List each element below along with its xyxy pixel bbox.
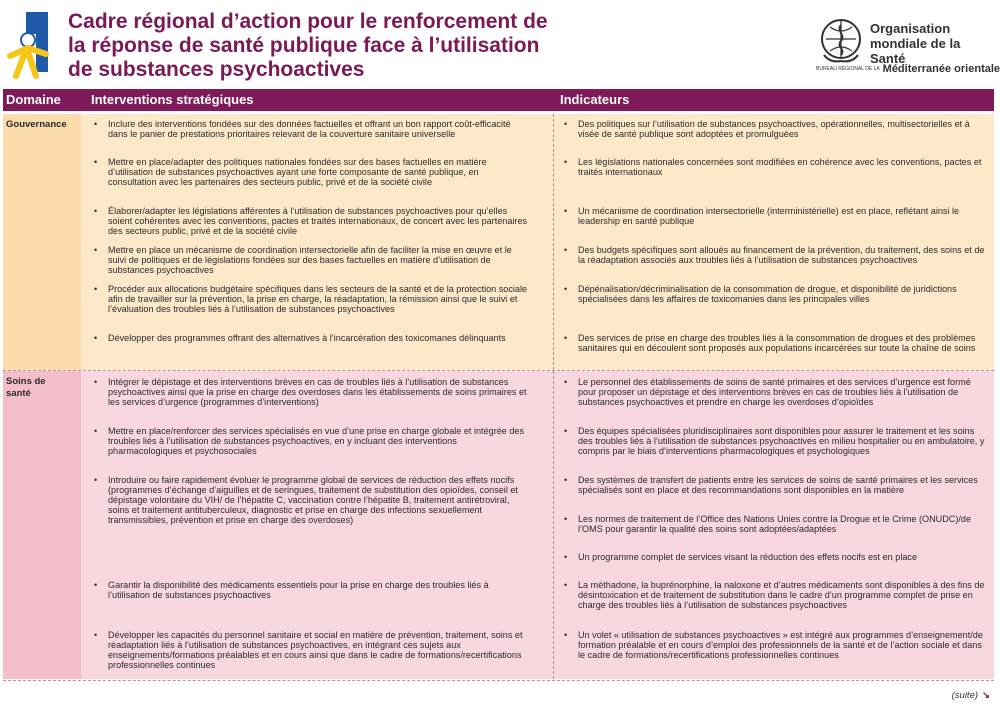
indicator-item: • Des budgets spécifiques sont alloués au financement de la prévention, du traitement, des soins et de la réadaptation associés aux troubles liés à l’utilisation de substances psychoactives	[578, 245, 986, 265]
who-bureau-big: Méditerranée orientale	[882, 63, 1000, 75]
header-domaine: Domaine	[6, 92, 61, 107]
program-logo-icon	[6, 10, 52, 82]
indicator-item: • Des services de prise en charge des troubles liés à la consommation de drogues et des problèmes sanitaires qui en découlent sont proposés aux populations incarcérées sur toute la chaîne de soins	[578, 333, 986, 353]
indicator-item: • Des équipes spécialisées pluridisciplinaires sont disponibles pour assurer le traitement et les soins des troubles liés à l’utilisation de substances psychoactives en milieu hospitalier ou en ambulatoire, y compris par le biais d’interventions pharmacologiques et psychologiques	[578, 426, 986, 456]
domain-cell	[3, 114, 81, 370]
arrow-down-right-icon: ↘	[982, 690, 990, 701]
intervention-item: • Inclure des interventions fondées sur des données factuelles et offrant un bon rapport coût-efficacité dans le panier de prestations prioritaires relevant de la couverture sanitaire universelle	[108, 119, 528, 139]
domain-label-gouvernance: Gouvernance	[6, 119, 67, 130]
column-divider	[553, 114, 554, 370]
domain-label-soins-line-2: santé	[6, 388, 31, 399]
column-divider	[553, 371, 554, 679]
domain-label-soins	[6, 376, 46, 400]
intervention-item: • Intégrer le dépistage et des interventions brèves en cas de troubles liés à l’utilisation de substances psychoactives ainsi que la prise en charge des overdoses dans les établissements de soins primaires et les services d’urgence (programmes d’interventions)	[108, 377, 528, 407]
who-emblem-icon	[816, 17, 866, 67]
domain-cell	[3, 371, 81, 679]
header-indicateurs: Indicateurs	[560, 92, 630, 107]
intervention-item: • Procéder aux allocations budgétaire spécifiques dans les secteurs de la santé et de la protection sociale afin de travailler sur la prévention, la prise en charge, la réadaptation, la rémission ainsi que le suivi et l’évaluation des troubles liés à l’utilisation de substances psychoactives	[108, 284, 528, 314]
page-title	[68, 10, 718, 82]
indicator-item: • Les législations nationales concernées sont modifiées en cohérence avec les conventions, pactes et traités internationaux	[578, 157, 986, 177]
indicator-item: • Les normes de traitement de l’Office des Nations Unies contre la Drogue et le Crime (ONUDC)/de l’OMS pour garantir la qualité des soins sont adoptées/adaptées	[578, 514, 986, 534]
domain-label-soins-line-1: Soins de	[6, 376, 46, 387]
intervention-item: • Introduire ou faire rapidement évoluer le programme global de services de réduction des effets nocifs (programmes d’échange d’aiguilles et de seringues, traitement de substitution des opioïdes, conseil et dépistage volontaire du VIH/ de l’hépatite C, vaccination contre l’hépatite B, traitement antirétroviral, soins et traitement antituberculeux, diagnostic et prise en charge des infections sexuellement transmissibles, prévention et prise en charge des overdoses)	[108, 475, 528, 525]
intervention-item: • Mettre en place/adapter des politiques nationales fondées sur des bases factuelles en matière d’utilisation de substances psychoactives ayant une forte composante de santé publique, en consultation avec les partenaires des secteurs public, privé et de la société civile	[108, 157, 528, 187]
table-bottom-divider	[3, 680, 994, 681]
intervention-item: • Garantir la disponibilité des médicaments essentiels pour la prise en charge des troubles liés à l’utilisation de substances psychoactives	[108, 580, 528, 600]
indicator-item: • Le personnel des établissements de soins de santé primaires et des services d’urgence est formé pour proposer un dépistage et des interventions brèves en cas de troubles liés à l’utilisation de substances psychoactives et prendre en charge les overdoses d’opioïdes	[578, 377, 986, 407]
continued-note	[952, 690, 990, 701]
indicator-item: • La méthadone, la buprénorphine, la naloxone et d’autres médicaments sont disponibles à des fins de désintoxication et de traitement de substitution dans le cadre d’un programme complet de prise en charge des troubles liés à l’utilisation de substances psychoactives	[578, 580, 986, 610]
indicator-item: • Des systèmes de transfert de patients entre les services de soins de santé primaires et les services spécialisés sont en place et des recommandations sont disponibles en la matière	[578, 475, 986, 495]
indicator-item: • Un volet « utilisation de substances psychoactives » est intégré aux programmes d’enseignement/de formation préalable et en cours d’emploi des professionnels de la santé et de l’action sociale et dans le cadre de formations/recertifications professionnelles continues	[578, 630, 986, 660]
table-header	[3, 89, 994, 111]
title-line-1: Cadre régional d’action pour le renforcement de	[68, 10, 548, 33]
intervention-item: • Élaborer/adapter les législations afférentes à l’utilisation de substances psychoactives pour qu’elles soient cohérentes avec les conventions, pactes et traités internationaux, de concert avec les partenaires des secteurs public, privé et de la société civile	[108, 206, 528, 236]
indicator-item: • Un mécanisme de coordination intersectorielle (interministérielle) est en place, reflétant ainsi le leadership en santé publique	[578, 206, 986, 226]
indicator-item: • Un programme complet de services visant la réduction des effets nocifs est en place	[578, 552, 986, 562]
title-line-3: de substances psychoactives	[68, 58, 365, 81]
who-name-line-1: Organisation	[870, 21, 951, 36]
who-name-line-2: mondiale de la Santé	[870, 36, 961, 66]
intervention-item: • Développer des programmes offrant des alternatives à l’incarcération des toxicomanes délinquants	[108, 333, 528, 343]
who-bureau	[816, 63, 1000, 75]
header-interventions: Interventions stratégiques	[91, 92, 254, 107]
title-line-2: la réponse de santé publique face à l’utilisation	[68, 34, 540, 57]
intervention-item: • Mettre en place/renforcer des services spécialisés en vue d’une prise en charge globale et intégrée des troubles liés à l’utilisation de substances psychoactives, en y incluant des interventions pharmacologiques et psychosociales	[108, 426, 528, 456]
section-divider	[3, 370, 994, 371]
who-name	[870, 21, 998, 66]
section-gouvernance	[3, 114, 994, 370]
who-logo	[816, 17, 998, 77]
indicator-item: • Dépénalisation/décriminalisation de la consommation de drogue, et disponibilité de juridictions spécialisées dans les affaires de toxicomanies dans les principales villes	[578, 284, 986, 304]
suite-label: (suite)	[951, 690, 979, 701]
who-bureau-small: BUREAU RÉGIONAL DE LA	[816, 66, 880, 73]
intervention-item: • Développer les capacités du personnel sanitaire et social en matière de prévention, traitement, soins et réadaptation liés à l’utilisation de substances psychoactives, en intégrant ces sujets aux enseignements/formations préalables et en cours ainsi que dans le cadre de formations/recertifications professionnelles continues	[108, 630, 528, 670]
intervention-item: • Mettre en place un mécanisme de coordination intersectorielle afin de faciliter la mise en œuvre et le suivi de politiques et de législations fondées sur des bases factuelles en matière d’utilisation de substances psychoactives	[108, 245, 528, 275]
indicator-item: • Des politiques sur l’utilisation de substances psychoactives, opérationnelles, multisectorielles et à visée de santé publique sont adoptées et promulguées	[578, 119, 986, 139]
